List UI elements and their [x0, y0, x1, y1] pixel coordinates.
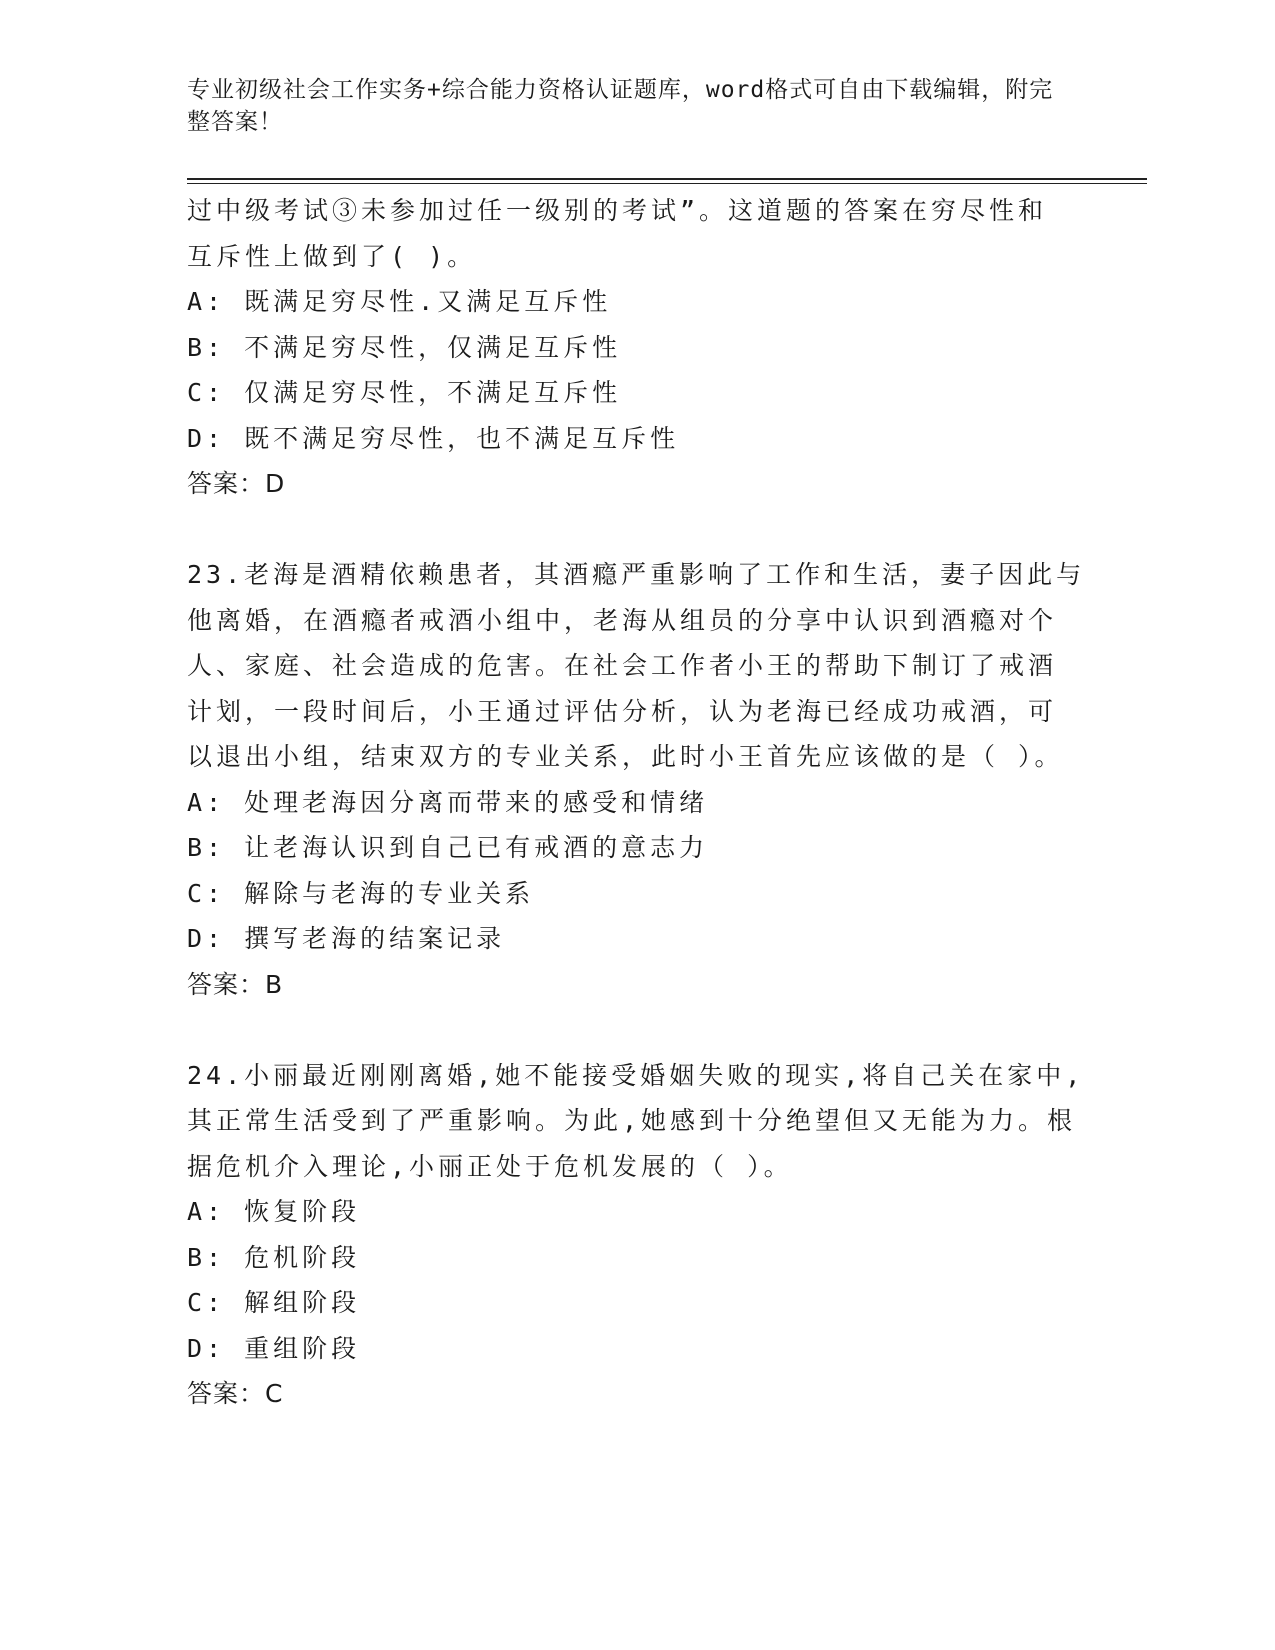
- question-stem-line: 计划，一段时间后，小王通过评估分析，认为老海已经成功戒酒，可: [187, 696, 1058, 726]
- question-stem-line: 过中级考试③未参加过任一级别的考试”。这道题的答案在穷尽性和: [187, 196, 1048, 225]
- header-line-1: 专业初级社会工作实务+综合能力资格认证题库，word格式可自由下载编辑，附完: [187, 77, 1054, 103]
- option-d: D: 既不满足穷尽性，也不满足互斥性: [187, 423, 680, 453]
- question-stem-line: 他离婚，在酒瘾者戒酒小组中，老海从组员的分享中认识到酒瘾对个: [187, 605, 1058, 635]
- option-a: A: 既满足穷尽性.又满足互斥性: [187, 287, 612, 316]
- page-header: [187, 74, 1067, 138]
- option-c: C: 解组阶段: [187, 1288, 361, 1317]
- spacer: [187, 1007, 1087, 1053]
- option-d: D: 重组阶段: [187, 1333, 361, 1363]
- question-22: [187, 188, 1087, 507]
- option-b: B: 让老海认识到自己已有戒酒的意志力: [187, 833, 709, 862]
- header-rule-thin: [187, 183, 1147, 184]
- question-stem-line: 人、家庭、社会造成的危害。在社会工作者小王的帮助下制订了戒酒: [187, 651, 1058, 680]
- question-23: [187, 552, 1087, 1007]
- question-stem-line: 23.老海是酒精依赖患者，其酒瘾严重影响了工作和生活，妻子因此与: [187, 560, 1086, 589]
- spacer: [187, 507, 1087, 553]
- answer-line: 答案：C: [187, 1379, 284, 1408]
- question-24: [187, 1053, 1087, 1417]
- question-stem-line: 据危机介入理论,小丽正处于危机发展的（ ）。: [187, 1151, 793, 1181]
- option-a: A: 处理老海因分离而带来的感受和情绪: [187, 787, 709, 817]
- header-line-2: 整答案！: [187, 109, 283, 135]
- option-a: A: 恢复阶段: [187, 1197, 361, 1226]
- option-b: B: 危机阶段: [187, 1242, 361, 1272]
- option-b: B: 不满足穷尽性，仅满足互斥性: [187, 332, 622, 362]
- question-stem-line: 其正常生活受到了严重影响。为此,她感到十分绝望但又无能为力。根: [187, 1106, 1077, 1135]
- question-stem-line: 24.小丽最近刚刚离婚,她不能接受婚姻失败的现实,将自己关在家中,: [187, 1060, 1085, 1090]
- answer-line: 答案：D: [187, 469, 286, 498]
- option-c: C: 解除与老海的专业关系: [187, 878, 535, 908]
- header-rule-thick: [187, 178, 1147, 180]
- question-stem-line: 互斥性上做到了( )。: [187, 241, 477, 271]
- answer-line: 答案：B: [187, 969, 284, 999]
- question-stem-line: 以退出小组，结束双方的专业关系，此时小王首先应该做的是（ ）。: [187, 742, 1064, 771]
- option-c: C: 仅满足穷尽性，不满足互斥性: [187, 378, 622, 407]
- option-d: D: 撰写老海的结案记录: [187, 924, 506, 953]
- question-content: [187, 188, 1087, 1417]
